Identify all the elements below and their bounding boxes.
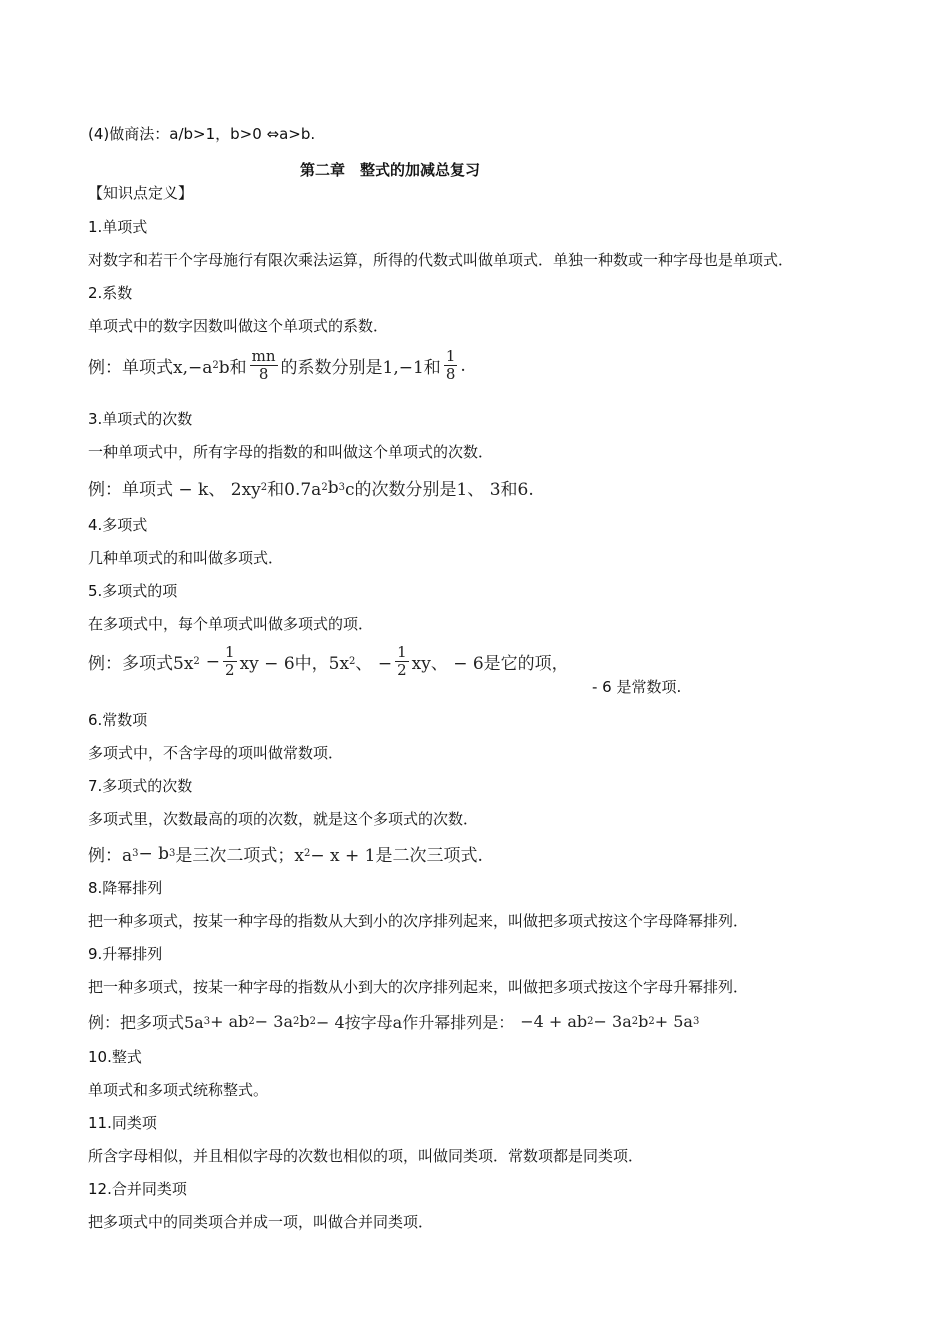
fraction: $\frac{1}{2}$ bbox=[225, 643, 235, 679]
item-3-definition: 一种单项式中，所有字母的指数的和叫做这个单项式的次数． bbox=[88, 443, 494, 461]
item-5-definition: 在多项式中，每个单项式叫做多项式的项． bbox=[88, 615, 374, 633]
item-11-title: 11.同类项 bbox=[88, 1114, 157, 1132]
example-polynomial-degree: 例：a 3 − b 3 是三次二项式；x 2 − x + 1是二次三项式. bbox=[88, 843, 483, 866]
fraction: $\frac{1}{8}$ bbox=[445, 347, 456, 383]
item-2-definition: 单项式中的数字因数叫做这个单项式的系数． bbox=[88, 317, 389, 335]
item-1-definition: 对数字和若干个字母施行有限次乘法运算，所得的代数式叫做单项式．单独一种数或一种字母也是单项式． bbox=[88, 251, 794, 269]
item-9-definition: 把一种多项式，按某一种字母的指数从小到大的次序排列起来，叫做把多项式按这个字母升幂排列． bbox=[88, 978, 749, 996]
example-ascending-order: 例：把多项式5a 3 + ab 2 − 3a 2 b 2 − 4按字母a作升幂排列是： −4 + ab 2 − 3a 2 b 2 + 5a 3 bbox=[88, 1012, 700, 1032]
example-polynomial-terms: 例：多项式5x 2 − $\frac{1}{2}$ xy − 6中，5x 2 、 − $\frac{1}{2}$ xy、 − 6是它的项， bbox=[88, 643, 569, 679]
item-10-definition: 单项式和多项式统称整式。 bbox=[88, 1081, 269, 1099]
item-5-title: 5.多项式的项 bbox=[88, 582, 178, 600]
item-4-title: 4.多项式 bbox=[88, 516, 148, 534]
item-6-definition: 多项式中，不含字母的项叫做常数项． bbox=[88, 744, 344, 762]
item-1-title: 1.单项式 bbox=[88, 218, 148, 236]
section-header: 【知识点定义】 bbox=[88, 184, 194, 202]
example-coefficient: 例：单项式x,−a 2 b和 $\frac{mn}{8}$ 的系数分别是1,−1和 $\frac{1}{8}$ . bbox=[88, 347, 466, 383]
example-degree: 例：单项式 − k、 2xy 2 和0.7a 2 b 3 c的次数分别是1、 3和6. bbox=[88, 477, 534, 500]
fraction: $\frac{mn}{8}$ bbox=[251, 347, 276, 383]
intro-line: (4)做商法：a/b>1，b>0 ⇔a>b. bbox=[88, 125, 316, 143]
item-7-title: 7.多项式的次数 bbox=[88, 777, 193, 795]
item-8-definition: 把一种多项式，按某一种字母的指数从大到小的次序排列起来，叫做把多项式按这个字母降幂排列． bbox=[88, 912, 749, 930]
item-7-definition: 多项式里，次数最高的项的次数，就是这个多项式的次数． bbox=[88, 810, 479, 828]
item-2-title: 2.系数 bbox=[88, 284, 133, 302]
item-3-title: 3.单项式的次数 bbox=[88, 410, 193, 428]
item-10-title: 10.整式 bbox=[88, 1048, 142, 1066]
item-6-title: 6.常数项 bbox=[88, 711, 148, 729]
constant-term-note: - 6 是常数项. bbox=[592, 678, 682, 696]
item-8-title: 8.降幂排列 bbox=[88, 879, 163, 897]
item-11-definition: 所含字母相似，并且相似字母的次数也相似的项，叫做同类项．常数项都是同类项． bbox=[88, 1147, 644, 1165]
item-9-title: 9.升幂排列 bbox=[88, 945, 163, 963]
item-12-title: 12.合并同类项 bbox=[88, 1180, 187, 1198]
item-4-definition: 几种单项式的和叫做多项式． bbox=[88, 549, 284, 567]
item-12-definition: 把多项式中的同类项合并成一项，叫做合并同类项． bbox=[88, 1213, 434, 1231]
chapter-title: 第二章 整式的加减总复习 bbox=[299, 161, 480, 179]
fraction: $\frac{1}{2}$ bbox=[397, 643, 407, 679]
